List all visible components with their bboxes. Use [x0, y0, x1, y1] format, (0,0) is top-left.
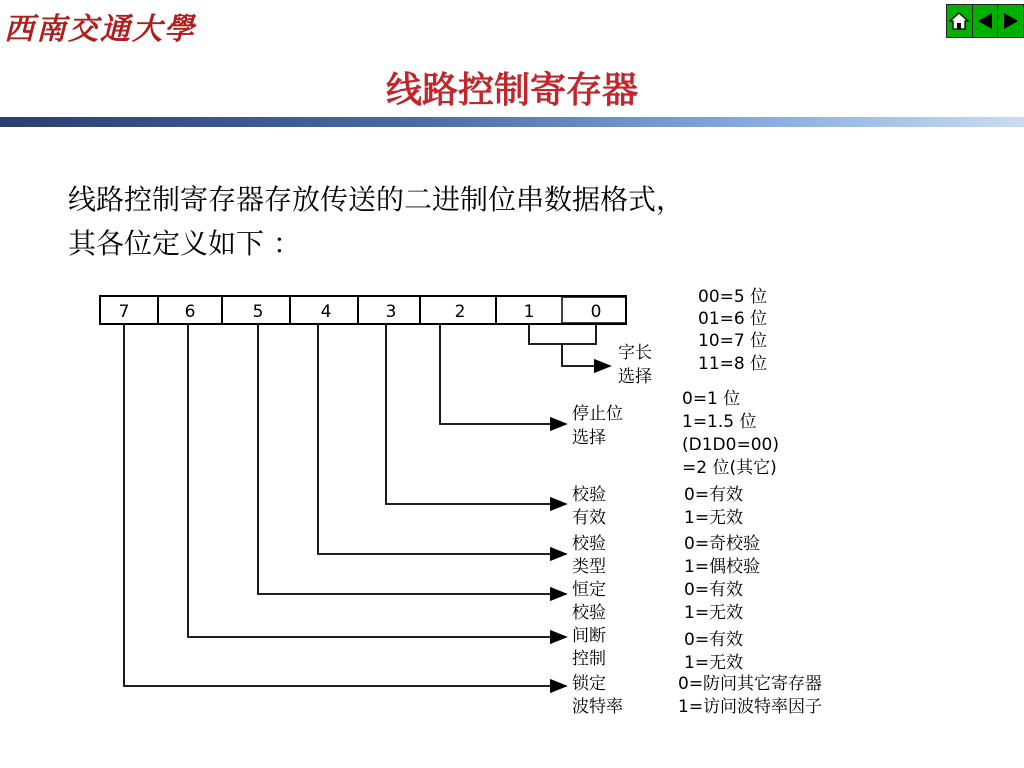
intro-line-1: 线路控制寄存器存放传送的二进制位串数据格式， [68, 183, 685, 216]
word-length-value: 01=6 位 [698, 309, 768, 329]
parity-enable-value: 0=有效 [684, 485, 744, 505]
break-control-arrow [188, 324, 566, 637]
dlab-arrow [124, 324, 566, 686]
word-length-value: 11=8 位 [698, 354, 768, 374]
break-control-label: 控制 [572, 649, 606, 669]
bit-connectors [124, 324, 610, 686]
stop-bits-label: 停止位 [572, 404, 623, 424]
university-logo: 西南交通大學 [4, 12, 196, 47]
stop-bits-label: 选择 [572, 428, 606, 448]
word-length-bracket [529, 324, 596, 344]
bit-7-label: 7 [118, 302, 130, 322]
stick-parity-value: 1=无效 [684, 603, 744, 623]
dlab-label: 波特率 [572, 697, 623, 717]
bit-2-label: 2 [454, 302, 466, 322]
stop-bits-value: 1=1.5 位 [682, 412, 757, 432]
bit-6-label: 6 [184, 302, 196, 322]
intro-line-2: 其各位定义如下 ： [68, 227, 301, 260]
stop-bits-value: 0=1 位 [682, 389, 741, 409]
dlab-value: 0=防问其它寄存器 [678, 674, 823, 694]
bit-0-label: 0 [590, 302, 602, 322]
dlab-value: 1=访问波特率因子 [678, 697, 823, 717]
parity-enable-arrow [386, 324, 566, 504]
register-outline [100, 296, 626, 324]
word-length-values [698, 287, 767, 374]
stick-parity-label: 恒定 [572, 580, 606, 600]
parity-type-label: 校验 [572, 534, 606, 554]
parity-type-value: 1=偶校验 [684, 557, 761, 577]
bit-3-label: 3 [385, 302, 397, 322]
stop-bits-value: =2 位(其它) [682, 458, 777, 478]
bit-4-label: 4 [320, 302, 332, 322]
parity-type-label: 类型 [572, 557, 606, 577]
dlab-label: 锁定 [572, 674, 606, 694]
stop-bits-value: (D1D0=00) [682, 435, 779, 455]
register-bits [100, 296, 626, 324]
stop-bits-arrow [440, 324, 566, 424]
break-control-label: 间断 [572, 626, 606, 646]
word-length-label: 选择 [618, 367, 652, 387]
break-control-value: 0=有效 [684, 630, 744, 650]
parity-enable-label: 有效 [572, 508, 606, 528]
bit-1-label: 1 [523, 302, 535, 322]
parity-enable-label: 校验 [572, 485, 606, 505]
word-length-label: 字长 [618, 343, 652, 363]
word-length-value: 10=7 位 [698, 331, 768, 351]
bit-5-label: 5 [252, 302, 264, 322]
parity-type-arrow [318, 324, 566, 554]
break-control-value: 1=无效 [684, 653, 744, 673]
parity-enable-value: 1=无效 [684, 508, 744, 528]
word-length-value: 00=5 位 [698, 287, 768, 307]
stick-parity-value: 0=有效 [684, 580, 744, 600]
parity-type-value: 0=奇校验 [684, 534, 761, 554]
stop-bits-values [682, 389, 779, 478]
page-title: 线路控制寄存器 [385, 70, 638, 111]
stick-parity-label: 校验 [572, 603, 606, 623]
word-length-arrow [562, 344, 610, 366]
